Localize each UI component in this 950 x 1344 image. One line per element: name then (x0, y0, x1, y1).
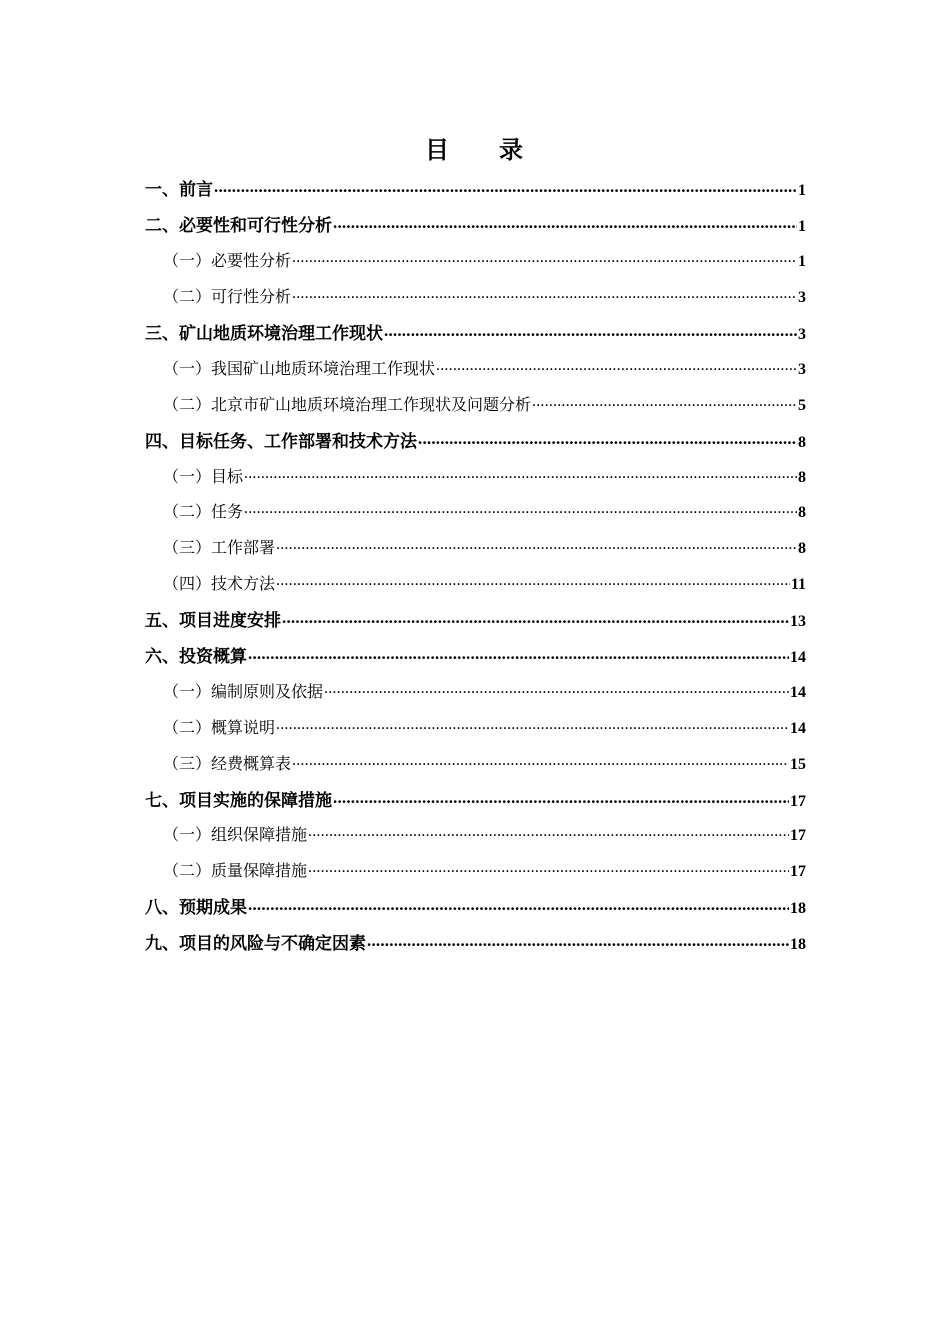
toc-entry-row (163, 284, 806, 307)
toc-entry-page-number: 15 (790, 755, 806, 773)
toc-entry-section[interactable] (0, 278, 950, 314)
toc-entry-page-number: 8 (798, 504, 806, 522)
toc-entry-page-number: 11 (790, 576, 806, 594)
toc-dot-leader (292, 250, 797, 266)
toc-entry-page-number: 8 (798, 540, 806, 558)
toc-entry-label: 九、项目的风险与不确定因素 (145, 934, 366, 955)
toc-entry-chapter[interactable] (0, 421, 950, 457)
toc-entry-page-number: 1 (798, 182, 806, 200)
toc-entry-section[interactable] (0, 708, 950, 744)
toc-entry-label: 一、前言 (145, 180, 213, 201)
toc-entry-label: （三）工作部署 (163, 538, 276, 558)
toc-dot-leader (333, 789, 789, 806)
toc-entry-section[interactable] (0, 816, 950, 852)
toc-dot-leader (324, 681, 789, 697)
toc-dot-leader (308, 860, 789, 876)
toc-entry-row (145, 929, 806, 954)
toc-entry-row (145, 427, 806, 452)
toc-dot-leader (276, 717, 789, 733)
toc-entry-section[interactable] (0, 852, 950, 888)
toc-dot-leader (244, 501, 797, 517)
toc-entry-chapter[interactable] (0, 170, 950, 206)
toc-entry-chapter[interactable] (0, 206, 950, 242)
toc-entry-label: （一）编制原则及依据 (163, 681, 324, 701)
toc-dot-leader (248, 645, 789, 662)
toc-entry-label: （一）组织保障措施 (163, 825, 308, 845)
toc-entry-section[interactable] (0, 529, 950, 565)
toc-dot-leader (532, 394, 797, 410)
toc-entry-label: 二、必要性和可行性分析 (145, 216, 332, 237)
toc-entry-label: 五、项目进度安排 (145, 611, 281, 632)
toc-entry-row (145, 211, 806, 236)
toc-entry-label: （一）我国矿山地质环境治理工作现状 (163, 358, 436, 378)
toc-dot-leader (248, 896, 789, 913)
toc-entry-label: 八、预期成果 (145, 898, 247, 919)
toc-entry-section[interactable] (0, 242, 950, 278)
toc-entry-row (163, 751, 806, 774)
toc-entry-chapter[interactable] (0, 637, 950, 673)
toc-dot-leader (276, 537, 797, 553)
toc-entry-page-number: 3 (798, 289, 806, 307)
toc-entry-row (163, 858, 806, 881)
toc-entry-section[interactable] (0, 565, 950, 601)
toc-entry-row (145, 319, 806, 344)
toc-entry-row (163, 571, 806, 594)
toc-entry-chapter[interactable] (0, 601, 950, 637)
toc-entry-page-number: 17 (790, 827, 806, 845)
toc-entry-label: 三、矿山地质环境治理工作现状 (145, 324, 383, 344)
toc-entry-row (163, 464, 806, 487)
toc-entry-chapter[interactable] (0, 314, 950, 350)
toc-entry-section[interactable] (0, 385, 950, 421)
toc-entry-label: （二）北京市矿山地质环境治理工作现状及问题分析 (163, 394, 532, 414)
toc-dot-leader (292, 753, 789, 769)
toc-dot-leader (244, 466, 797, 482)
toc-dot-leader (333, 214, 797, 231)
toc-entry-page-number: 8 (798, 468, 806, 486)
toc-entry-page-number: 3 (798, 326, 806, 343)
toc-entry-row (163, 679, 806, 702)
toc-entry-page-number: 14 (790, 649, 806, 667)
toc-entry-label: （二）任务 (163, 502, 244, 522)
toc-entry-label: （二）概算说明 (163, 717, 276, 737)
toc-dot-leader (292, 286, 797, 302)
toc-entry-section[interactable] (0, 672, 950, 708)
toc-entry-row (163, 499, 806, 522)
toc-dot-leader (367, 932, 789, 949)
toc-entry-page-number: 3 (798, 360, 806, 378)
toc-dot-leader (384, 322, 797, 339)
toc-entry-label: （一）必要性分析 (163, 251, 292, 271)
table-of-contents (0, 170, 950, 960)
toc-entry-label: 四、目标任务、工作部署和技术方法 (145, 431, 417, 452)
toc-title-char-1: 目 (425, 136, 451, 164)
toc-entry-chapter[interactable] (0, 924, 950, 960)
toc-dot-leader (308, 824, 789, 840)
toc-entry-label: （四）技术方法 (163, 574, 276, 594)
toc-entry-row (163, 822, 806, 845)
toc-entry-page-number: 14 (790, 719, 806, 737)
toc-dot-leader (436, 358, 797, 374)
toc-entry-page-number: 14 (790, 683, 806, 701)
toc-dot-leader (214, 178, 797, 195)
toc-entry-row (163, 535, 806, 558)
toc-dot-leader (282, 609, 789, 626)
toc-entry-label: （二）可行性分析 (163, 287, 292, 307)
toc-entry-row (163, 715, 806, 738)
toc-entry-row (145, 175, 806, 200)
toc-entry-page-number: 1 (798, 218, 806, 236)
toc-title (0, 132, 950, 168)
toc-title-char-2: 录 (499, 136, 525, 164)
toc-entry-label: （二）质量保障措施 (163, 861, 308, 881)
toc-entry-page-number: 18 (790, 900, 806, 918)
toc-entry-page-number: 18 (790, 936, 806, 954)
toc-entry-row (163, 248, 806, 271)
toc-entry-label: （一）目标 (163, 466, 244, 486)
toc-entry-section[interactable] (0, 457, 950, 493)
toc-entry-page-number: 8 (798, 433, 806, 451)
toc-entry-label: 七、项目实施的保障措施 (145, 790, 332, 811)
toc-entry-row (163, 356, 806, 379)
toc-entry-section[interactable] (0, 349, 950, 385)
toc-entry-section[interactable] (0, 744, 950, 780)
toc-entry-page-number: 17 (790, 792, 806, 810)
toc-entry-page-number: 17 (790, 863, 806, 881)
toc-entry-page-number: 1 (798, 253, 806, 271)
toc-entry-label: （三）经费概算表 (163, 753, 292, 773)
toc-entry-row (145, 893, 806, 918)
toc-entry-chapter[interactable] (0, 780, 950, 816)
toc-dot-leader (276, 573, 790, 589)
toc-entry-label: 六、投资概算 (145, 647, 247, 668)
toc-entry-row (163, 392, 806, 415)
toc-entry-section[interactable] (0, 493, 950, 529)
toc-entry-row (145, 786, 806, 811)
toc-entry-page-number: 13 (790, 613, 806, 631)
toc-entry-row (145, 606, 806, 631)
toc-entry-chapter[interactable] (0, 888, 950, 924)
toc-dot-leader (418, 430, 797, 447)
toc-entry-row (145, 642, 806, 667)
toc-entry-page-number: 5 (798, 396, 806, 414)
